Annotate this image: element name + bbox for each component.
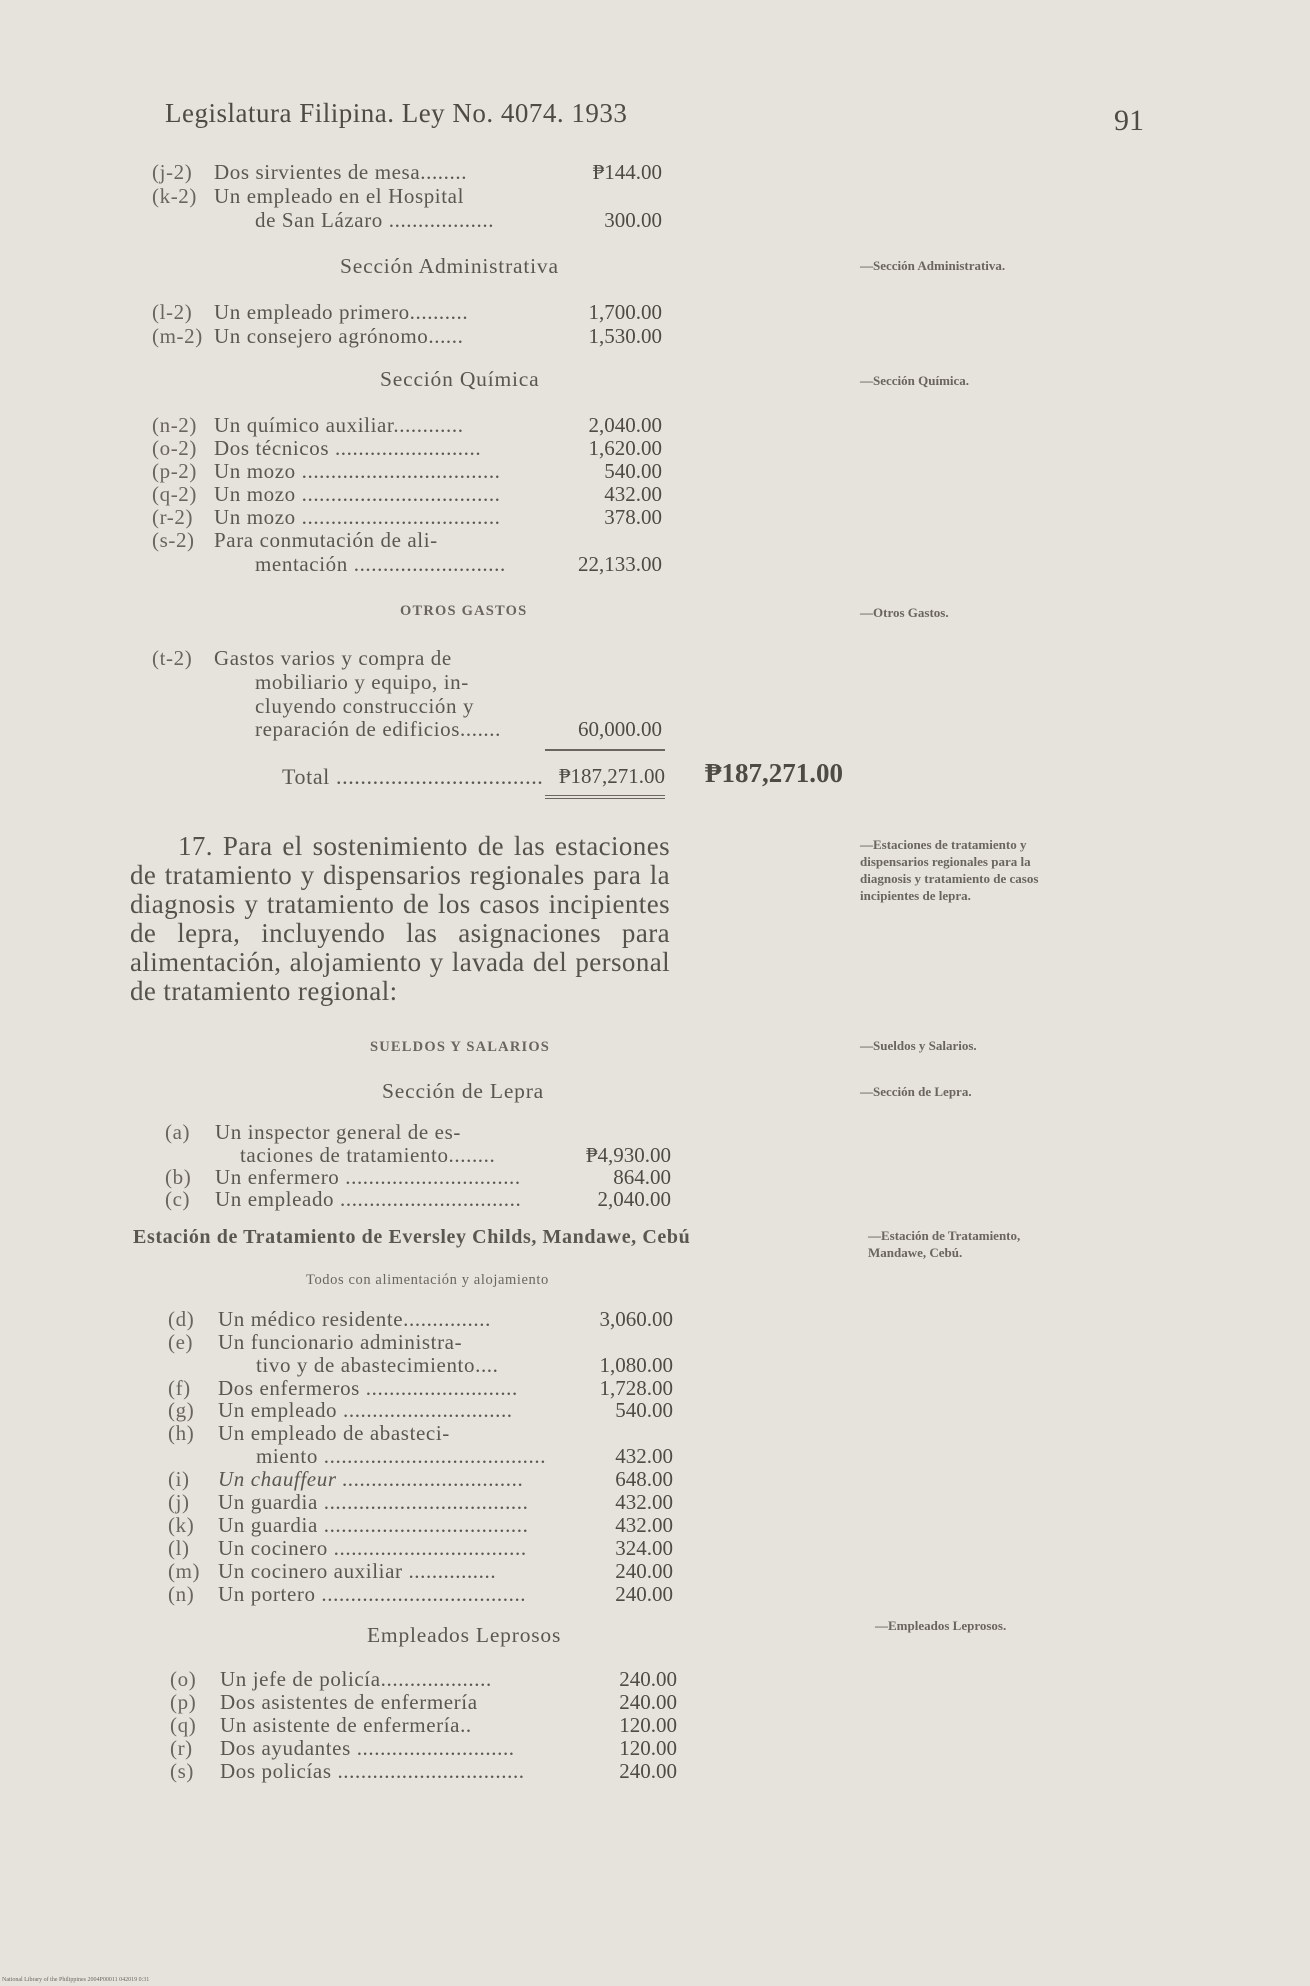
list-item (255, 552, 506, 577)
sum-rule (545, 749, 665, 751)
list-item (256, 1353, 499, 1378)
list-item (165, 1120, 461, 1145)
margin-note: —Sección Administrativa. (860, 258, 1006, 273)
item-amount: 540.00 (604, 459, 662, 483)
list-item (170, 1667, 492, 1692)
margin-note: —Estaciones de tratamiento y dispensarios regionales para la diagnosis y tratamiento de casos incipientes de lepra. (860, 837, 1039, 903)
item-text: Un mozo .................................. (214, 459, 501, 483)
list-item (152, 505, 501, 530)
item-amount: 378.00 (604, 505, 662, 529)
item-text: Un empleado ............................. (218, 1398, 513, 1422)
item-text: Un funcionario administra- (218, 1330, 463, 1354)
section-heading: Sección Administrativa (340, 254, 559, 278)
item-label: (s) (170, 1759, 194, 1783)
item-label: (k-2) (152, 184, 197, 208)
item-label: (i) (168, 1467, 190, 1491)
item-amount: 22,133.00 (578, 552, 662, 576)
item-text: Un portero ................................... (218, 1582, 527, 1606)
item-text: miento ...................................... (256, 1444, 547, 1468)
item-amount: 1,080.00 (599, 1353, 673, 1377)
item-text: mentación .......................... (255, 552, 506, 576)
item-amount: 432.00 (615, 1490, 673, 1514)
item-text: Un mozo .................................. (214, 505, 501, 529)
list-item (168, 1330, 462, 1355)
item-label: (f) (168, 1376, 191, 1400)
section-heading: OTROS GASTOS (400, 603, 528, 619)
list-item (168, 1559, 496, 1584)
item-amount: 432.00 (615, 1444, 673, 1468)
list-item (256, 1444, 546, 1469)
item-label: (p) (170, 1690, 197, 1714)
item-text: Un inspector general de es- (215, 1120, 461, 1144)
list-item (152, 184, 464, 209)
item-text: Un guardia ................................... (218, 1490, 529, 1514)
scan-footer: National Library of the Philippines 2004P00011 042019 0:31 (2, 1977, 150, 1983)
section-heading: Sección de Lepra (382, 1079, 545, 1103)
item-label: (c) (165, 1187, 191, 1211)
list-item (168, 1582, 526, 1607)
item-amount: 432.00 (604, 482, 662, 506)
item-text: Un jefe de policía................... (220, 1667, 492, 1691)
list-item (170, 1759, 525, 1784)
item-text: Dos técnicos ......................... (214, 436, 482, 460)
item-text: Un cocinero ................................. (218, 1536, 527, 1560)
item-label: (g) (168, 1398, 195, 1422)
list-item (168, 1421, 450, 1446)
item-text: tivo y de abastecimiento.... (256, 1353, 499, 1377)
total-amount: ₱187,271.00 (558, 764, 665, 788)
item-label: (r-2) (152, 505, 194, 529)
item-text: Un mozo .................................. (214, 482, 501, 506)
item-text: Para conmutación de ali- (214, 528, 438, 552)
item-text: Un guardia ................................... (218, 1513, 529, 1537)
item-amount: 2,040.00 (597, 1187, 671, 1211)
item-amount: 240.00 (615, 1559, 673, 1583)
section-heading: Empleados Leprosos (367, 1623, 562, 1647)
item-label: (o) (170, 1667, 197, 1691)
item-label: (q-2) (152, 482, 197, 506)
item-label: (q) (170, 1713, 197, 1737)
list-item (168, 1513, 528, 1538)
grand-total: ₱187,271.00 (705, 758, 843, 788)
paragraph-17: 17. Para el sostenimiento de las estaciones de tratamiento y dispensarios regionales para la diagnosis y tratamiento de los casos incipientes de lepra, incluyendo las asignaciones para alimentación, alojamiento y lavada del personal de tratamiento regional: (130, 831, 670, 1006)
item-amount: 1,530.00 (588, 324, 662, 348)
margin-note: —Estación de Tratamiento, Mandawe, Cebú. (868, 1228, 1021, 1260)
item-text: Dos ayudantes ........................... (220, 1736, 515, 1760)
list-item (170, 1690, 478, 1715)
list-item (170, 1713, 472, 1738)
item-amount: 240.00 (619, 1759, 677, 1783)
list-item (152, 436, 481, 461)
item-text: Dos enfermeros .......................... (218, 1376, 518, 1400)
item-text: Un consejero agrónomo...... (214, 324, 464, 348)
list-item (152, 324, 463, 349)
list-item (168, 1307, 491, 1332)
list-item (152, 459, 501, 484)
item-label: (n) (168, 1582, 195, 1606)
margin-note: —Empleados Leprosos. (875, 1618, 1007, 1633)
item-text: Un asistente de enfermería.. (220, 1713, 472, 1737)
list-item (168, 1490, 528, 1515)
item-label: (e) (168, 1330, 194, 1354)
list-item (255, 208, 494, 233)
item-label: (p-2) (152, 459, 197, 483)
item-label: (m) (168, 1559, 201, 1583)
section-heading: Sección Química (380, 367, 540, 391)
list-item (170, 1736, 515, 1761)
item-text: Un empleado primero.......... (214, 300, 469, 324)
item-label: (o-2) (152, 436, 197, 460)
item-label: (t-2) (152, 646, 193, 670)
item-text: Dos sirvientes de mesa........ (214, 160, 468, 184)
item-text: Dos asistentes de enfermería (220, 1690, 478, 1714)
item-text: Un cocinero auxiliar ............... (218, 1559, 497, 1583)
list-item (152, 413, 464, 438)
item-amount: 432.00 (615, 1513, 673, 1537)
item-label: (j) (168, 1490, 190, 1514)
item-text: cluyendo construcción y (255, 694, 475, 718)
item-amount: 3,060.00 (599, 1307, 673, 1331)
item-amount: ₱144.00 (592, 160, 662, 184)
item-text: Gastos varios y compra de (214, 646, 452, 670)
list-item (152, 300, 468, 325)
item-text: Un químico auxiliar............ (214, 413, 464, 437)
item-text: Un empleado ............................... (215, 1187, 522, 1211)
item-text: de San Lázaro .................. (255, 208, 495, 232)
item-label: (k) (168, 1513, 195, 1537)
item-label: (h) (168, 1421, 195, 1445)
margin-note: —Sueldos y Salarios. (860, 1038, 977, 1053)
item-amount: 120.00 (619, 1713, 677, 1737)
list-item (255, 717, 501, 742)
running-header: Legislatura Filipina. Ley No. 4074. 1933 (165, 98, 628, 128)
item-amount: 60,000.00 (578, 717, 662, 741)
item-amount: 1,620.00 (588, 436, 662, 460)
item-amount: 240.00 (619, 1690, 677, 1714)
item-amount: 1,700.00 (588, 300, 662, 324)
list-item (168, 1536, 527, 1561)
list-item (165, 1187, 521, 1212)
list-item (255, 670, 469, 695)
item-amount: 240.00 (615, 1582, 673, 1606)
section-heading: Estación de Tratamiento de Eversley Childs, Mandawe, Cebú (133, 1226, 691, 1248)
item-amount: ₱4,930.00 (585, 1143, 671, 1167)
item-text: Dos policías ................................ (220, 1759, 525, 1783)
section-heading: SUELDOS Y SALARIOS (370, 1039, 551, 1055)
list-item (152, 528, 438, 553)
item-label: (j-2) (152, 160, 193, 184)
item-amount: 864.00 (613, 1165, 671, 1189)
item-label: (r) (170, 1736, 193, 1760)
total-double-rule (545, 795, 665, 799)
item-text: taciones de tratamiento........ (240, 1143, 496, 1167)
item-text: Un empleado en el Hospital (214, 184, 465, 208)
item-amount: 324.00 (615, 1536, 673, 1560)
item-text: Un empleado de abasteci- (218, 1421, 450, 1445)
item-text: Un médico residente............... (218, 1307, 491, 1331)
margin-note: —Otros Gastos. (860, 605, 949, 620)
margin-note: —Sección de Lepra. (860, 1084, 972, 1099)
item-amount: 2,040.00 (588, 413, 662, 437)
item-amount: 300.00 (604, 208, 662, 232)
item-amount: 240.00 (619, 1667, 677, 1691)
item-text: Un enfermero .............................. (215, 1165, 521, 1189)
item-label: (l) (168, 1536, 190, 1560)
item-label: (a) (165, 1120, 191, 1144)
item-label: (l-2) (152, 300, 193, 324)
list-item (152, 160, 467, 185)
total-label: Total .................................. (282, 764, 544, 789)
item-text: mobiliario y equipo, in- (255, 670, 469, 694)
item-label: (n-2) (152, 413, 197, 437)
item-label: (d) (168, 1307, 195, 1331)
item-label: (m-2) (152, 324, 203, 348)
margin-note: —Sección Química. (860, 373, 970, 388)
list-item (168, 1398, 513, 1423)
item-amount: 1,728.00 (599, 1376, 673, 1400)
list-item (152, 482, 501, 507)
item-label: (s-2) (152, 528, 195, 552)
list-item (152, 646, 452, 671)
item-amount: 648.00 (615, 1467, 673, 1491)
list-item (255, 694, 474, 719)
item-label: (b) (165, 1165, 192, 1189)
page-number: 91 (1114, 104, 1144, 137)
list-item (168, 1467, 524, 1492)
item-amount: 540.00 (615, 1398, 673, 1422)
item-text: Un chauffeur ............................... (218, 1467, 524, 1491)
item-amount: 120.00 (619, 1736, 677, 1760)
item-text: reparación de edificios....... (255, 717, 501, 741)
section-subheading: Todos con alimentación y alojamiento (306, 1272, 549, 1288)
